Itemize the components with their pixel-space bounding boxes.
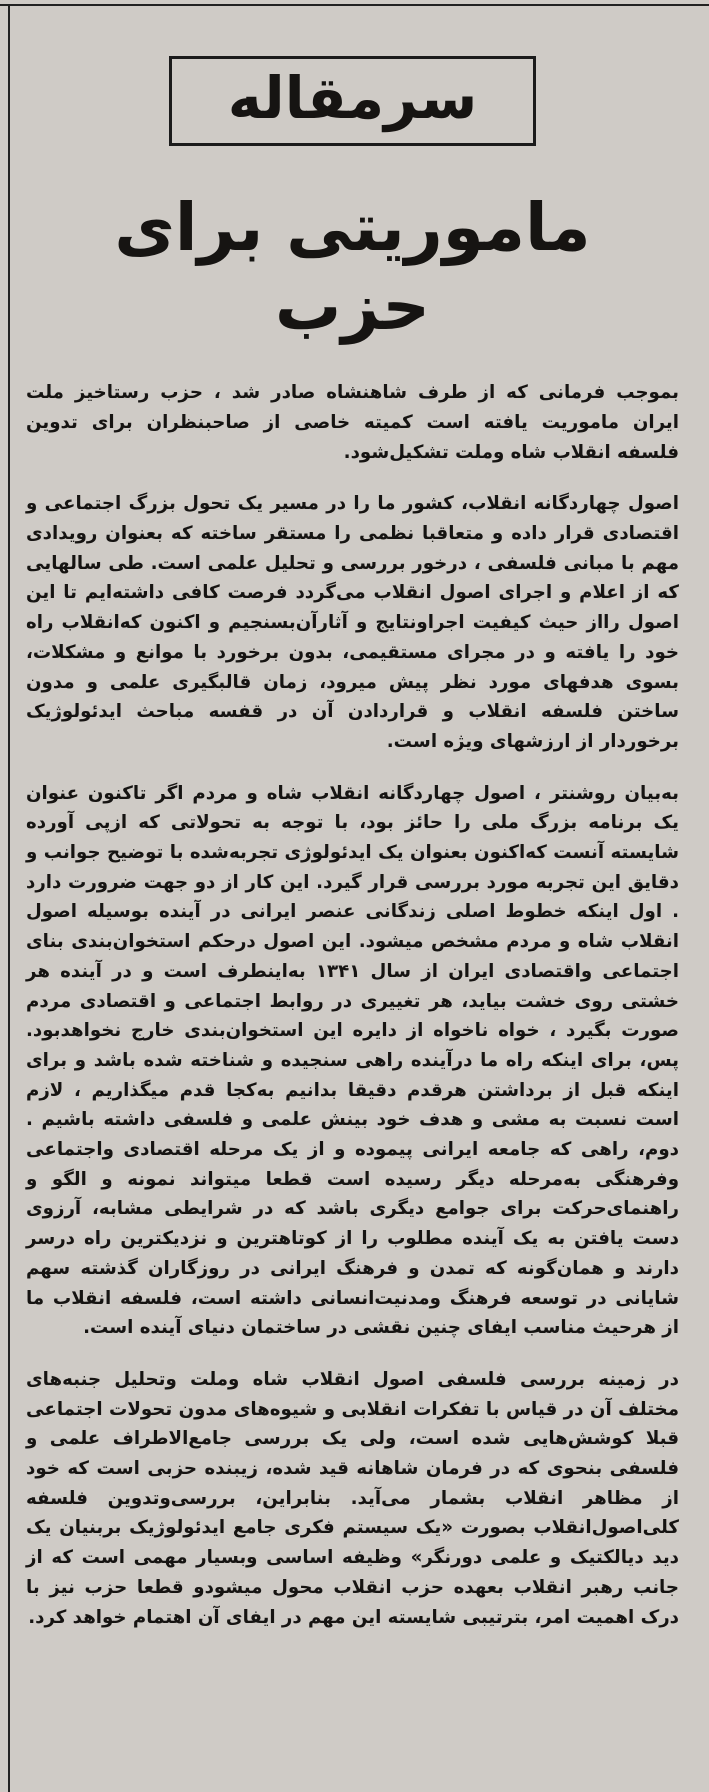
article-paragraph: به‌بیان روشنتر ، اصول چهاردگانه انقلاب شاه و مردم اگر تاکنون عنوان یک برنامه بزرگ ملی را حائز بود، با توجه به تحولاتی که ازپی آورده شایسته آنست که‌اکنون بعنوان یک ایدئولوژی تجربه‌شده با توضیح جوانب و دقایق این تجربه مورد بررسی قرار گیرد. این کار از دو جهت ضرورت دارد . اول اینکه خطوط اصلی زندگانی عنصر ایرانی در آینده بوسیله اصول انقلاب شاه و مردم مشخص میشود. این اصول درحکم استخوان‌بندی بنای اجتماعی واقتصادی ایران از سال ۱۳۴۱ به‌اینطرف است و در آینده هر خشتی روی خشت بیاید، هر تغییری در روابط اجتماعی و اقتصادی مردم صورت بگیرد ، خواه ناخواه از دایره این استخوان‌بندی خارج نخواهدبود. پس، برای اینکه راه ما درآینده راهی سنجیده و شناخته شده باشد و برای اینکه قبل از برداشتن هرقدم دقیقا بدانیم به‌کجا قدم میگذاریم ، لازم است نسبت به مشی و هدف خود بینش علمی و فلسفی داشته باشیم . دوم، راهی که جامعه ایرانی پیموده و از یک مرحله اقتصادی واجتماعی وفرهنگی به‌مرحله دیگر رسیده است قطعا میتواند نمونه و الگو و راهنمای‌حرکت برای جوامع دیگری باشد که در شرایطی مشابه، آرزوی دست یافتن به یک آینده مطلوب را از کوتاهترین و نزدیکترین راه درسر دارند و همان‌گونه که تمدن و فرهنگ ایرانی در روزگاران گذشته سهم شایانی در توسعه فرهنگ ومدنیت‌انسانی داشته است، فلسفه انقلاب ما از هرحیث مناسب ایفای چنین نقشی در ساختمان دنیای آینده است. xyxy=(26,782,679,1339)
section-header xyxy=(26,56,679,146)
column-divider-rule xyxy=(8,6,10,1792)
article-paragraph: اصول چهاردگانه انقلاب، کشور ما را در مسیر یک تحول بزرگ اجتماعی و اقتصادی قرار داده و متعاقبا نظمی را مستقر ساخته که بعنوان رویدادی مهم با مبانی فلسفی ، درخور بررسی و تحلیل علمی است. طی سالهایی که از اعلام و اجرای اصول انقلاب می‌گردد فرصت کافی داشته‌ایم تا این اصول رااز حیث کیفیت اجراونتایج و آثارآن‌بسنجیم و اکنون که‌انقلاب راه خود را یافته و در مجرای مستقیمی، بدون برخورد با موانع و مشکلات، بسوی هدفهای مورد نظر پیش میرود، زمان قالبگیری علمی و مدون ساختن فلسفه انقلاب و قراردادن آن در قفسه مباحث ایدئولوژیک برخوردار از ارزشهای ویژه است. xyxy=(26,493,679,752)
section-kicker: سرمقاله xyxy=(227,64,478,132)
article-paragraph: در زمینه بررسی فلسفی اصول انقلاب شاه وملت وتحلیل جنبه‌های مختلف آن در قیاس با تفکرات انقلابی و شیوه‌های مدون تحولات اجتماعی قبلا کوشش‌هایی شده است، ولی یک بررسی جامع‌الاطراف علمی و فلسفی بنحوی که در فرمان شاهانه قید شده، زیبنده حزبی است که خود از مظاهر انقلاب بشمار می‌آید. بنابراین، بررسی‌وتدوین فلسفه کلی‌اصول‌انقلاب بصورت «یک سیستم فکری جامع ایدئولوژیک بربنیان یک دید دیالکتیک و علمی دورنگر» وظیفه اساسی وبسیار مهمی است که از جانب رهبر انقلاب بعهده حزب انقلاب محول میشودو قطعا حزب نیز با درک اهمیت امر، بترتیبی شایسته این مهم در ایفای آن اهتمام خواهد کرد. xyxy=(26,1368,679,1628)
article-headline: ماموریتی برای حزب xyxy=(114,188,591,345)
top-border-rule xyxy=(0,4,709,6)
article-paragraph: بموجب فرمانی که از طرف شاهنشاه صادر شد ، حزب رستاخیز ملت ایران ماموریت یافته است کمیته خاصی از صاحبنظران برای تدوین فلسفه انقلاب شاه وملت تشکیل‌شود. xyxy=(26,382,679,463)
article-body xyxy=(26,378,679,1632)
section-kicker-box xyxy=(169,56,537,146)
